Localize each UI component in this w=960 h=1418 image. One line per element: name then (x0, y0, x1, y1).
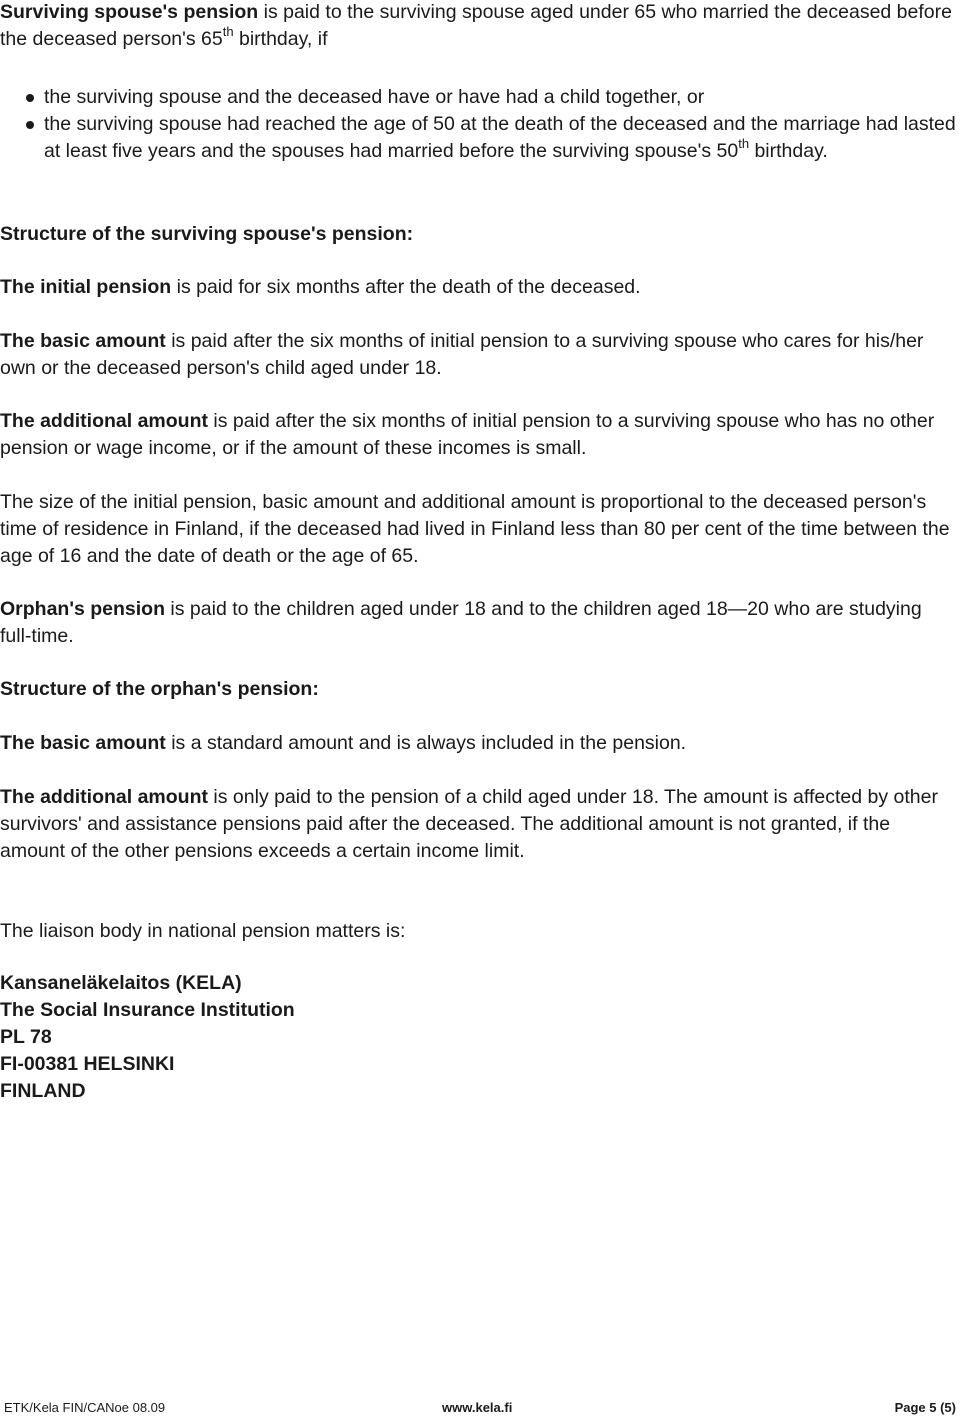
website-link[interactable]: www.kela.fi (442, 1400, 513, 1415)
additional-amount-text: is paid after the six months of initial pension to a surviving spouse who has no other pension or wage income, or if the amount of these incomes is small. (0, 410, 935, 459)
surviving-spouse-intro (0, 0, 958, 53)
surviving-spouse-intro-text: is paid to the surviving spouse aged under 65 who married the deceased before the deceased person's 65 (0, 1, 952, 50)
section-heading: Structure of the surviving spouse's pension: (0, 223, 414, 245)
page-number: Page 5 (5) (894, 1400, 956, 1415)
condition-text: the surviving spouse and the deceased have or have had a child together, or (44, 86, 705, 108)
document-code: ETK/Kela FIN/CANoe 08.09 (4, 1400, 166, 1415)
orphan-basic-amount-paragraph (0, 730, 958, 757)
orphan-basic-amount-text: is a standard amount and is always included in the pension. (165, 732, 687, 754)
ordinal-suffix: th (222, 23, 234, 39)
ordinal-suffix: th (738, 135, 750, 151)
additional-amount-paragraph (0, 408, 958, 462)
liaison-intro: The liaison body in national pension matters is: (0, 920, 406, 942)
address-line: Kansaneläkelaitos (KELA) (0, 972, 242, 994)
orphans-pension-paragraph (0, 596, 958, 650)
basic-amount-text: is paid after the six months of initial pension to a surviving spouse who cares for his/her own or the deceased person's child aged under 18. (0, 330, 924, 379)
orphans-pension-term: Orphan's pension (0, 598, 165, 620)
size-paragraph: The size of the initial pension, basic amount and additional amount is proportional to the deceased person's time of residence in Finland, if the deceased had lived in Finland less than 80 per cent of the time between the age of 16 and the date of death or the age of 65. (0, 491, 950, 567)
bullet-icon (26, 94, 34, 102)
initial-pension-term: The initial pension (0, 276, 172, 298)
address-line: The Social Insurance Institution (0, 999, 295, 1021)
address-line: FI-00381 HELSINKI (0, 1053, 175, 1075)
surviving-spouse-term: Surviving spouse's pension (0, 1, 259, 23)
condition-tail: birthday. (749, 140, 828, 162)
list-item (26, 111, 956, 165)
bullet-icon (26, 121, 34, 129)
list-item (26, 84, 956, 111)
initial-pension-paragraph (0, 274, 958, 301)
initial-pension-text: is paid for six months after the death of the deceased. (171, 276, 641, 298)
orphan-additional-amount-text: is only paid to the pension of a child aged under 18. The amount is affected by other survivors' and assistance pensions paid after the deceased. The additional amount is not granted, if the amount of the other pensions exceeds a certain income limit. (0, 786, 938, 862)
page-footer (0, 1398, 960, 1418)
section-heading: Structure of the orphan's pension: (0, 678, 319, 700)
additional-amount-term: The additional amount (0, 410, 208, 432)
orphan-basic-amount-term: The basic amount (0, 732, 166, 754)
address-line: FINLAND (0, 1080, 86, 1102)
condition-text: the surviving spouse had reached the age of 50 at the death of the deceased and the marriage had lasted at least five years and the spouses had married before the surviving spouse's 50 (44, 113, 956, 162)
address-line: PL 78 (0, 1026, 52, 1048)
conditions-list (26, 84, 956, 165)
liaison-address (0, 970, 958, 1105)
orphan-additional-amount-paragraph (0, 784, 958, 865)
orphan-additional-amount-term: The additional amount (0, 786, 208, 808)
basic-amount-paragraph (0, 328, 958, 382)
surviving-spouse-intro-tail: birthday, if (233, 28, 328, 50)
orphans-pension-text: is paid to the children aged under 18 and to the children aged 18—20 who are studying full-time. (0, 598, 922, 647)
basic-amount-term: The basic amount (0, 330, 166, 352)
